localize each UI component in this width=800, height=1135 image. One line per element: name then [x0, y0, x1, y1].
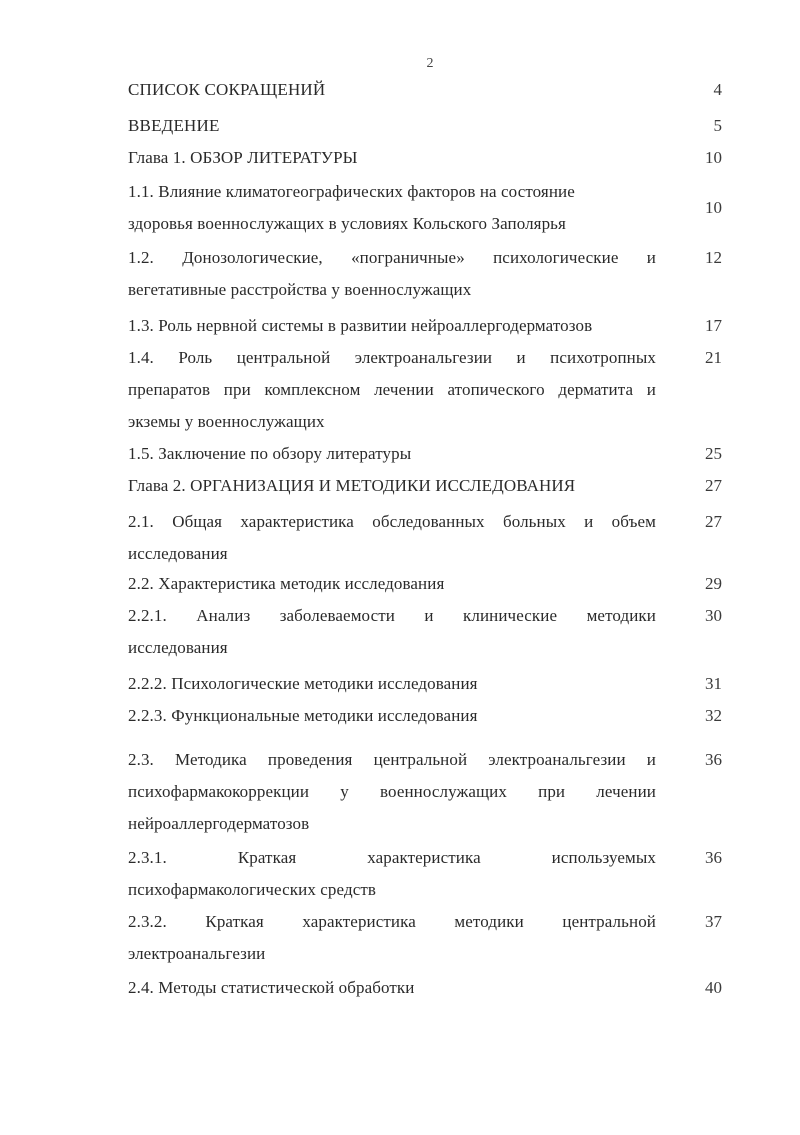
toc-entry-1-4	[128, 342, 722, 438]
toc-entry-chapter-2	[128, 470, 722, 502]
toc-entry-title	[128, 110, 656, 142]
toc-entry-2-3	[128, 744, 722, 840]
toc-line: 2.3.2. Краткая характеристика методики центральной	[128, 912, 656, 931]
toc-line: здоровья военнослужащих в условиях Кольского Заполярья	[128, 214, 566, 233]
toc-page-number: 21	[705, 348, 722, 367]
toc-page-number: 30	[705, 606, 722, 625]
toc-line: 2.2. Характеристика методик исследования	[128, 574, 445, 593]
toc-entry-title	[128, 176, 656, 240]
toc-entry-introduction	[128, 110, 722, 142]
toc-entry-abbreviations	[128, 74, 722, 106]
toc-line: исследования	[128, 544, 228, 563]
toc-line: психофармакокоррекции у военнослужащих при лечении	[128, 782, 656, 801]
toc-line: вегетативные расстройства у военнослужащих	[128, 280, 472, 299]
toc-page-number: 10	[705, 198, 722, 217]
toc-page-number: 36	[705, 750, 722, 769]
toc-line: нейроаллергодерматозов	[128, 814, 310, 833]
toc-entry-title	[128, 470, 656, 502]
toc-entry-title-cont	[128, 632, 656, 664]
toc-line: 2.2.1. Анализ заболеваемости и клинические методики	[128, 606, 656, 625]
toc-page-number: 29	[705, 574, 722, 593]
toc-entry-title	[128, 310, 656, 342]
toc-page-number: 31	[705, 674, 722, 693]
toc-entry-2-2-2	[128, 668, 722, 700]
toc-line: электроанальгезии	[128, 944, 266, 963]
toc-page-number: 4	[713, 80, 722, 99]
toc-page-number: 36	[705, 848, 722, 867]
toc-line: 1.1. Влияние климатогеографических факторов на состояние	[128, 182, 575, 201]
toc-line: препаратов при комплексном лечении атопического дерматита и	[128, 380, 656, 399]
toc-entry-title-cont	[128, 538, 656, 570]
toc-entry-title-cont	[128, 406, 656, 438]
toc-entry-1-1	[128, 176, 722, 240]
toc-page-number: 12	[705, 248, 722, 267]
toc-page-number: 10	[705, 148, 722, 167]
toc-entry-2-2-3	[128, 700, 722, 732]
toc-entry-title-cont	[128, 776, 656, 808]
toc-entry-1-5	[128, 438, 722, 470]
toc-entry-title-cont	[128, 874, 656, 906]
toc-entry-title-cont	[128, 374, 656, 406]
toc-line: 1.2. Донозологические, «пограничные» психологические и	[128, 248, 656, 267]
toc-page-number: 40	[705, 978, 722, 997]
toc-entry-2-2	[128, 568, 722, 600]
toc-entry-title	[128, 906, 656, 938]
page-number: 2	[426, 56, 434, 71]
toc-entry-title	[128, 342, 656, 374]
toc-entry-chapter-1	[128, 142, 722, 174]
toc-line: экземы у военнослужащих	[128, 412, 325, 431]
toc-line: 2.4. Методы статистической обработки	[128, 978, 415, 997]
toc-entry-1-2	[128, 242, 722, 306]
toc-line: СПИСОК СОКРАЩЕНИЙ	[128, 80, 326, 99]
toc-entry-title	[128, 74, 656, 106]
toc-line: психофармакологических средств	[128, 880, 376, 899]
toc-entry-2-2-1	[128, 600, 722, 664]
toc-entry-2-1	[128, 506, 722, 570]
toc-entry-title-cont	[128, 938, 656, 970]
toc-page-number: 27	[705, 476, 722, 495]
toc-page-number: 17	[705, 316, 722, 335]
toc-entry-title	[128, 438, 656, 470]
toc-entry-title	[128, 668, 656, 700]
toc-line: 2.3. Методика проведения центральной электроанальгезии и	[128, 750, 656, 769]
toc-page-number: 37	[705, 912, 722, 931]
toc-entry-title	[128, 700, 656, 732]
toc-line: 2.2.2. Психологические методики исследования	[128, 674, 478, 693]
toc-line: Глава 1. ОБЗОР ЛИТЕРАТУРЫ	[128, 148, 358, 167]
toc-entry-title	[128, 744, 656, 776]
toc-entry-2-3-1	[128, 842, 722, 906]
toc-entry-title-cont	[128, 274, 656, 306]
toc-line: ВВЕДЕНИЕ	[128, 116, 220, 135]
toc-entry-title-cont	[128, 808, 656, 840]
toc-entry-title	[128, 242, 656, 274]
toc-line: 2.1. Общая характеристика обследованных больных и объем	[128, 512, 656, 531]
toc-entry-1-3	[128, 310, 722, 342]
toc-entry-title	[128, 568, 656, 600]
toc-entry-title	[128, 142, 656, 174]
toc-line: Глава 2. ОРГАНИЗАЦИЯ И МЕТОДИКИ ИССЛЕДОВАНИЯ	[128, 476, 576, 495]
toc-line: 2.2.3. Функциональные методики исследования	[128, 706, 478, 725]
toc-line: исследования	[128, 638, 228, 657]
toc-entry-title	[128, 972, 656, 1004]
toc-entry-2-3-2	[128, 906, 722, 970]
toc-page-number: 5	[713, 116, 722, 135]
toc-entry-title	[128, 506, 656, 538]
toc-line: 2.3.1. Краткая характеристика используемых	[128, 848, 656, 867]
toc-entry-title	[128, 600, 656, 632]
toc-page-number: 27	[705, 512, 722, 531]
toc-page-number: 25	[705, 444, 722, 463]
toc-entry-2-4	[128, 972, 722, 1004]
toc-line: 1.5. Заключение по обзору литературы	[128, 444, 412, 463]
toc-page-number: 32	[705, 706, 722, 725]
toc-entry-title	[128, 842, 656, 874]
toc-line: 1.4. Роль центральной электроанальгезии и психотропных	[128, 348, 656, 367]
toc-line: 1.3. Роль нервной системы в развитии нейроаллергодерматозов	[128, 316, 593, 335]
